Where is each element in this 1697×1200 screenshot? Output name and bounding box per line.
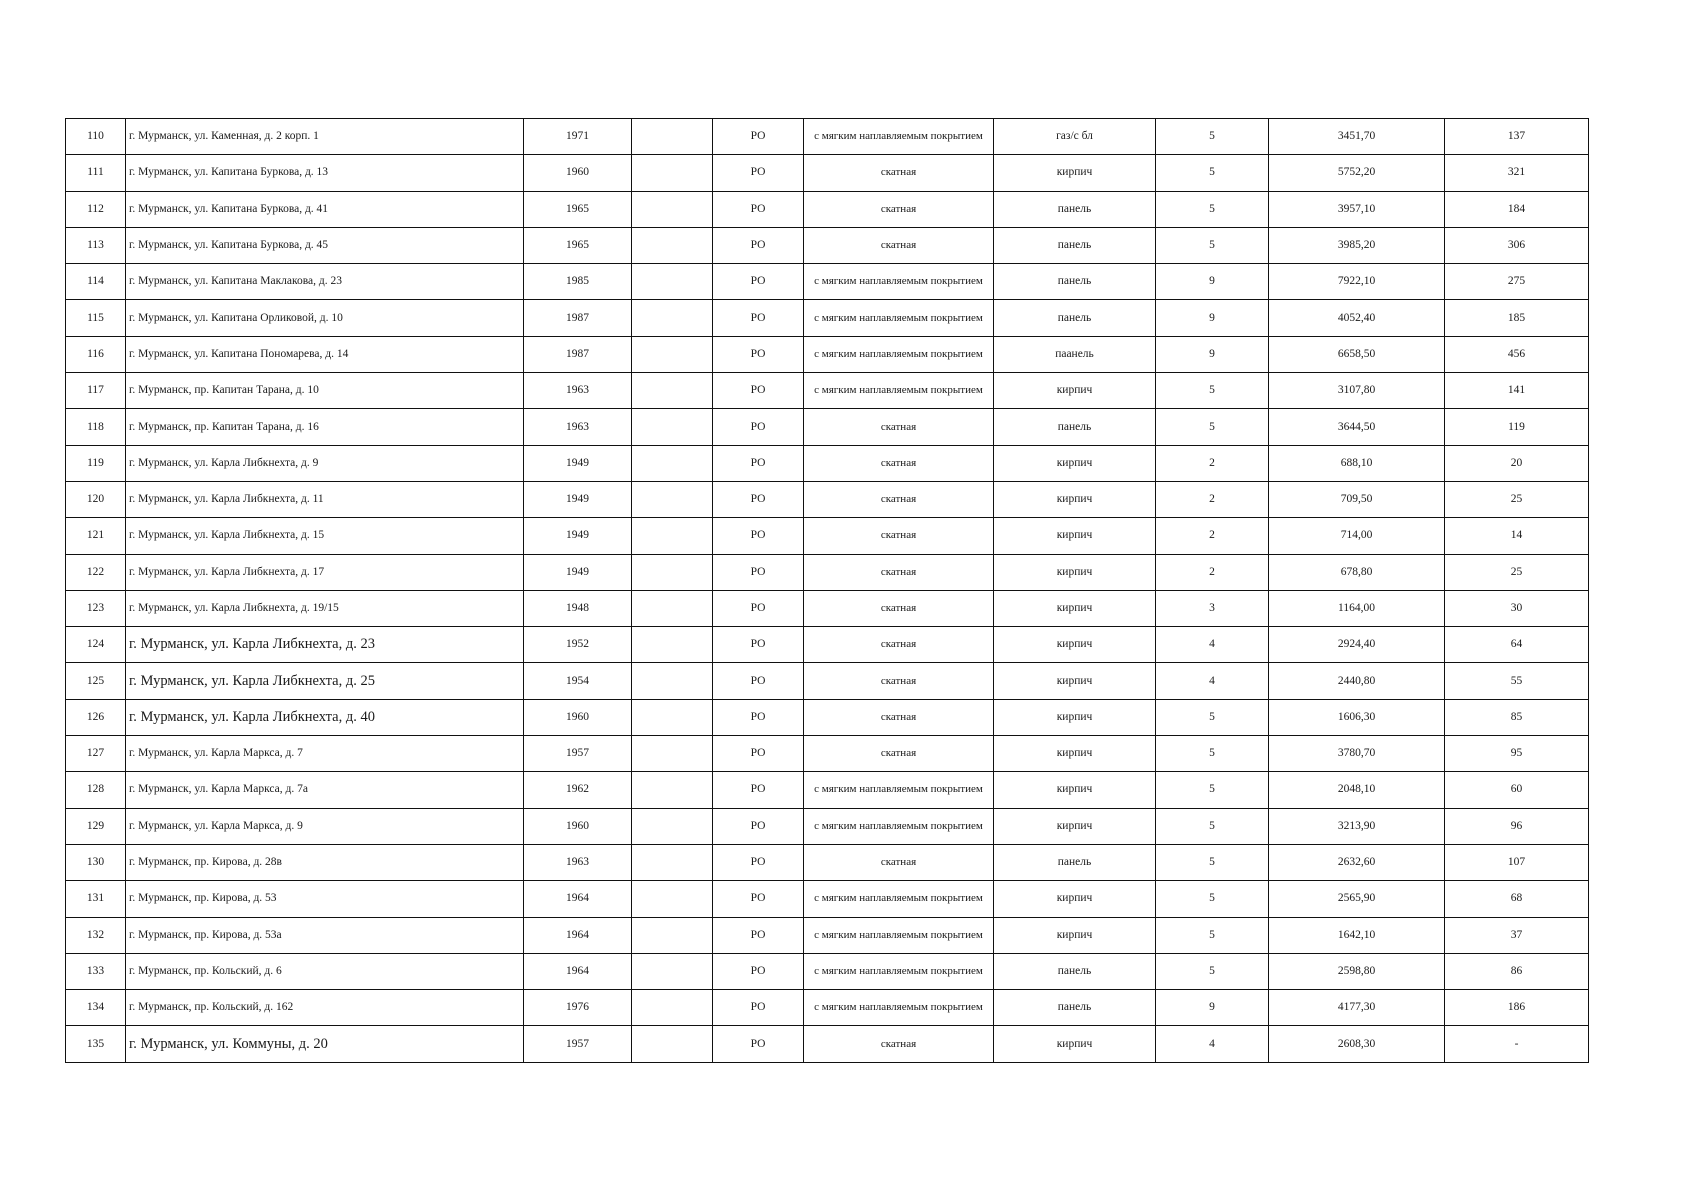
table-row <box>66 808 1589 844</box>
program-cell: РО <box>713 155 804 191</box>
blank-cell <box>632 1026 713 1062</box>
address-cell: г. Мурманск, ул. Карла Маркса, д. 7 <box>126 736 524 772</box>
program-cell: РО <box>713 518 804 554</box>
program-cell: РО <box>713 554 804 590</box>
year-built-cell: 1965 <box>524 227 632 263</box>
residents-cell: 30 <box>1445 590 1589 626</box>
residents-cell: 456 <box>1445 336 1589 372</box>
wall-material-cell: кирпич <box>994 481 1156 517</box>
blank-cell <box>632 736 713 772</box>
roof-type-cell: с мягким наплавляемым покрытием <box>804 336 994 372</box>
area-cell: 678,80 <box>1269 554 1445 590</box>
program-cell: РО <box>713 953 804 989</box>
year-built-cell: 1948 <box>524 590 632 626</box>
address-cell: г. Мурманск, пр. Кирова, д. 53а <box>126 917 524 953</box>
area-cell: 1164,00 <box>1269 590 1445 626</box>
year-built-cell: 1964 <box>524 917 632 953</box>
program-cell: РО <box>713 663 804 699</box>
roof-type-cell: с мягким наплавляемым покрытием <box>804 953 994 989</box>
residents-cell: 306 <box>1445 227 1589 263</box>
program-cell: РО <box>713 627 804 663</box>
wall-material-cell: панель <box>994 844 1156 880</box>
floors-cell: 9 <box>1156 336 1269 372</box>
blank-cell <box>632 990 713 1026</box>
roof-type-cell: с мягким наплавляемым покрытием <box>804 373 994 409</box>
table-row <box>66 119 1589 155</box>
area-cell: 7922,10 <box>1269 264 1445 300</box>
wall-material-cell: панель <box>994 300 1156 336</box>
address-cell: г. Мурманск, ул. Капитана Пономарева, д. 14 <box>126 336 524 372</box>
table-body <box>66 119 1589 1063</box>
residents-cell: 55 <box>1445 663 1589 699</box>
blank-cell <box>632 155 713 191</box>
floors-cell: 2 <box>1156 445 1269 481</box>
floors-cell: 5 <box>1156 119 1269 155</box>
table-row <box>66 1026 1589 1062</box>
floors-cell: 2 <box>1156 518 1269 554</box>
roof-type-cell: скатная <box>804 663 994 699</box>
residents-cell: 185 <box>1445 300 1589 336</box>
residents-cell: 60 <box>1445 772 1589 808</box>
row-number-cell: 123 <box>66 590 126 626</box>
table-row <box>66 155 1589 191</box>
roof-type-cell: с мягким наплавляемым покрытием <box>804 300 994 336</box>
row-number-cell: 122 <box>66 554 126 590</box>
table-row <box>66 990 1589 1026</box>
year-built-cell: 1949 <box>524 445 632 481</box>
address-cell: г. Мурманск, ул. Капитана Буркова, д. 45 <box>126 227 524 263</box>
wall-material-cell: кирпич <box>994 373 1156 409</box>
floors-cell: 5 <box>1156 772 1269 808</box>
roof-type-cell: скатная <box>804 590 994 626</box>
floors-cell: 3 <box>1156 590 1269 626</box>
program-cell: РО <box>713 1026 804 1062</box>
program-cell: РО <box>713 844 804 880</box>
program-cell: РО <box>713 881 804 917</box>
residents-cell: 184 <box>1445 191 1589 227</box>
table-row <box>66 844 1589 880</box>
address-cell: г. Мурманск, пр. Кирова, д. 28в <box>126 844 524 880</box>
year-built-cell: 1963 <box>524 409 632 445</box>
table-row <box>66 917 1589 953</box>
program-cell: РО <box>713 409 804 445</box>
address-cell: г. Мурманск, ул. Капитана Маклакова, д. 23 <box>126 264 524 300</box>
table-row <box>66 445 1589 481</box>
row-number-cell: 116 <box>66 336 126 372</box>
roof-type-cell: скатная <box>804 736 994 772</box>
area-cell: 6658,50 <box>1269 336 1445 372</box>
area-cell: 2632,60 <box>1269 844 1445 880</box>
blank-cell <box>632 445 713 481</box>
area-cell: 3780,70 <box>1269 736 1445 772</box>
row-number-cell: 112 <box>66 191 126 227</box>
area-cell: 3644,50 <box>1269 409 1445 445</box>
wall-material-cell: кирпич <box>994 663 1156 699</box>
table-row <box>66 518 1589 554</box>
wall-material-cell: кирпич <box>994 590 1156 626</box>
area-cell: 3213,90 <box>1269 808 1445 844</box>
residents-cell: 275 <box>1445 264 1589 300</box>
residents-cell: 141 <box>1445 373 1589 409</box>
roof-type-cell: скатная <box>804 409 994 445</box>
wall-material-cell: кирпич <box>994 554 1156 590</box>
floors-cell: 5 <box>1156 699 1269 735</box>
program-cell: РО <box>713 264 804 300</box>
blank-cell <box>632 373 713 409</box>
housing-register-table <box>65 118 1589 1063</box>
roof-type-cell: с мягким наплавляемым покрытием <box>804 808 994 844</box>
area-cell: 1642,10 <box>1269 917 1445 953</box>
row-number-cell: 114 <box>66 264 126 300</box>
wall-material-cell: кирпич <box>994 627 1156 663</box>
area-cell: 2608,30 <box>1269 1026 1445 1062</box>
area-cell: 709,50 <box>1269 481 1445 517</box>
blank-cell <box>632 699 713 735</box>
wall-material-cell: кирпич <box>994 1026 1156 1062</box>
table-row <box>66 373 1589 409</box>
address-cell: г. Мурманск, пр. Кольский, д. 162 <box>126 990 524 1026</box>
residents-cell: 107 <box>1445 844 1589 880</box>
table-row <box>66 481 1589 517</box>
year-built-cell: 1963 <box>524 844 632 880</box>
year-built-cell: 1949 <box>524 481 632 517</box>
row-number-cell: 135 <box>66 1026 126 1062</box>
floors-cell: 5 <box>1156 191 1269 227</box>
address-cell: г. Мурманск, ул. Карла Либкнехта, д. 9 <box>126 445 524 481</box>
blank-cell <box>632 627 713 663</box>
floors-cell: 4 <box>1156 627 1269 663</box>
table-row <box>66 627 1589 663</box>
residents-cell: 96 <box>1445 808 1589 844</box>
floors-cell: 5 <box>1156 844 1269 880</box>
residents-cell: 321 <box>1445 155 1589 191</box>
program-cell: РО <box>713 736 804 772</box>
floors-cell: 5 <box>1156 736 1269 772</box>
area-cell: 3985,20 <box>1269 227 1445 263</box>
wall-material-cell: кирпич <box>994 518 1156 554</box>
floors-cell: 9 <box>1156 264 1269 300</box>
wall-material-cell: панель <box>994 227 1156 263</box>
floors-cell: 5 <box>1156 917 1269 953</box>
area-cell: 3957,10 <box>1269 191 1445 227</box>
wall-material-cell: панель <box>994 191 1156 227</box>
row-number-cell: 124 <box>66 627 126 663</box>
table-row <box>66 336 1589 372</box>
year-built-cell: 1957 <box>524 1026 632 1062</box>
address-cell: г. Мурманск, пр. Капитан Тарана, д. 10 <box>126 373 524 409</box>
year-built-cell: 1985 <box>524 264 632 300</box>
year-built-cell: 1964 <box>524 881 632 917</box>
row-number-cell: 121 <box>66 518 126 554</box>
floors-cell: 5 <box>1156 881 1269 917</box>
year-built-cell: 1987 <box>524 336 632 372</box>
wall-material-cell: панель <box>994 264 1156 300</box>
area-cell: 2924,40 <box>1269 627 1445 663</box>
address-cell: г. Мурманск, пр. Кирова, д. 53 <box>126 881 524 917</box>
residents-cell: 64 <box>1445 627 1589 663</box>
blank-cell <box>632 881 713 917</box>
area-cell: 1606,30 <box>1269 699 1445 735</box>
floors-cell: 5 <box>1156 808 1269 844</box>
residents-cell: 37 <box>1445 917 1589 953</box>
program-cell: РО <box>713 699 804 735</box>
residents-cell: 20 <box>1445 445 1589 481</box>
address-cell: г. Мурманск, ул. Капитана Буркова, д. 13 <box>126 155 524 191</box>
row-number-cell: 134 <box>66 990 126 1026</box>
area-cell: 3451,70 <box>1269 119 1445 155</box>
table-row <box>66 554 1589 590</box>
wall-material-cell: кирпич <box>994 772 1156 808</box>
wall-material-cell: кирпич <box>994 881 1156 917</box>
program-cell: РО <box>713 119 804 155</box>
roof-type-cell: скатная <box>804 518 994 554</box>
blank-cell <box>632 590 713 626</box>
area-cell: 5752,20 <box>1269 155 1445 191</box>
row-number-cell: 113 <box>66 227 126 263</box>
row-number-cell: 127 <box>66 736 126 772</box>
program-cell: РО <box>713 481 804 517</box>
program-cell: РО <box>713 336 804 372</box>
year-built-cell: 1965 <box>524 191 632 227</box>
roof-type-cell: скатная <box>804 1026 994 1062</box>
area-cell: 2565,90 <box>1269 881 1445 917</box>
residents-cell: 85 <box>1445 699 1589 735</box>
roof-type-cell: скатная <box>804 227 994 263</box>
address-cell: г. Мурманск, ул. Карла Либкнехта, д. 25 <box>126 663 524 699</box>
floors-cell: 2 <box>1156 554 1269 590</box>
program-cell: РО <box>713 227 804 263</box>
row-number-cell: 125 <box>66 663 126 699</box>
area-cell: 3107,80 <box>1269 373 1445 409</box>
year-built-cell: 1952 <box>524 627 632 663</box>
roof-type-cell: скатная <box>804 191 994 227</box>
program-cell: РО <box>713 990 804 1026</box>
roof-type-cell: скатная <box>804 554 994 590</box>
residents-cell: - <box>1445 1026 1589 1062</box>
row-number-cell: 117 <box>66 373 126 409</box>
address-cell: г. Мурманск, ул. Карла Маркса, д. 9 <box>126 808 524 844</box>
residents-cell: 25 <box>1445 554 1589 590</box>
residents-cell: 86 <box>1445 953 1589 989</box>
wall-material-cell: газ/с бл <box>994 119 1156 155</box>
row-number-cell: 130 <box>66 844 126 880</box>
year-built-cell: 1987 <box>524 300 632 336</box>
area-cell: 4177,30 <box>1269 990 1445 1026</box>
address-cell: г. Мурманск, ул. Карла Либкнехта, д. 23 <box>126 627 524 663</box>
wall-material-cell: кирпич <box>994 699 1156 735</box>
floors-cell: 9 <box>1156 300 1269 336</box>
address-cell: г. Мурманск, ул. Карла Либкнехта, д. 15 <box>126 518 524 554</box>
row-number-cell: 111 <box>66 155 126 191</box>
area-cell: 2440,80 <box>1269 663 1445 699</box>
table-row <box>66 663 1589 699</box>
floors-cell: 5 <box>1156 227 1269 263</box>
roof-type-cell: с мягким наплавляемым покрытием <box>804 881 994 917</box>
wall-material-cell: кирпич <box>994 917 1156 953</box>
address-cell: г. Мурманск, ул. Каменная, д. 2 корп. 1 <box>126 119 524 155</box>
roof-type-cell: скатная <box>804 155 994 191</box>
blank-cell <box>632 808 713 844</box>
roof-type-cell: скатная <box>804 699 994 735</box>
residents-cell: 14 <box>1445 518 1589 554</box>
row-number-cell: 133 <box>66 953 126 989</box>
address-cell: г. Мурманск, ул. Карла Либкнехта, д. 11 <box>126 481 524 517</box>
floors-cell: 5 <box>1156 373 1269 409</box>
year-built-cell: 1957 <box>524 736 632 772</box>
address-cell: г. Мурманск, пр. Кольский, д. 6 <box>126 953 524 989</box>
program-cell: РО <box>713 917 804 953</box>
year-built-cell: 1960 <box>524 808 632 844</box>
residents-cell: 137 <box>1445 119 1589 155</box>
row-number-cell: 126 <box>66 699 126 735</box>
area-cell: 2048,10 <box>1269 772 1445 808</box>
program-cell: РО <box>713 772 804 808</box>
year-built-cell: 1964 <box>524 953 632 989</box>
program-cell: РО <box>713 808 804 844</box>
blank-cell <box>632 917 713 953</box>
row-number-cell: 132 <box>66 917 126 953</box>
blank-cell <box>632 554 713 590</box>
blank-cell <box>632 481 713 517</box>
blank-cell <box>632 953 713 989</box>
blank-cell <box>632 772 713 808</box>
address-cell: г. Мурманск, ул. Коммуны, д. 20 <box>126 1026 524 1062</box>
row-number-cell: 131 <box>66 881 126 917</box>
roof-type-cell: скатная <box>804 627 994 663</box>
row-number-cell: 129 <box>66 808 126 844</box>
floors-cell: 4 <box>1156 663 1269 699</box>
wall-material-cell: панель <box>994 409 1156 445</box>
residents-cell: 119 <box>1445 409 1589 445</box>
area-cell: 2598,80 <box>1269 953 1445 989</box>
address-cell: г. Мурманск, ул. Капитана Буркова, д. 41 <box>126 191 524 227</box>
roof-type-cell: с мягким наплавляемым покрытием <box>804 990 994 1026</box>
wall-material-cell: кирпич <box>994 155 1156 191</box>
table-row <box>66 699 1589 735</box>
blank-cell <box>632 227 713 263</box>
floors-cell: 9 <box>1156 990 1269 1026</box>
year-built-cell: 1960 <box>524 699 632 735</box>
roof-type-cell: скатная <box>804 844 994 880</box>
table-row <box>66 227 1589 263</box>
address-cell: г. Мурманск, пр. Капитан Тарана, д. 16 <box>126 409 524 445</box>
blank-cell <box>632 191 713 227</box>
year-built-cell: 1954 <box>524 663 632 699</box>
blank-cell <box>632 663 713 699</box>
table-row <box>66 772 1589 808</box>
floors-cell: 5 <box>1156 155 1269 191</box>
blank-cell <box>632 409 713 445</box>
row-number-cell: 128 <box>66 772 126 808</box>
row-number-cell: 120 <box>66 481 126 517</box>
table-row <box>66 881 1589 917</box>
residents-cell: 186 <box>1445 990 1589 1026</box>
year-built-cell: 1962 <box>524 772 632 808</box>
roof-type-cell: скатная <box>804 445 994 481</box>
residents-cell: 68 <box>1445 881 1589 917</box>
blank-cell <box>632 518 713 554</box>
wall-material-cell: кирпич <box>994 445 1156 481</box>
year-built-cell: 1960 <box>524 155 632 191</box>
program-cell: РО <box>713 590 804 626</box>
row-number-cell: 110 <box>66 119 126 155</box>
address-cell: г. Мурманск, ул. Карла Либкнехта, д. 40 <box>126 699 524 735</box>
table-row <box>66 300 1589 336</box>
floors-cell: 5 <box>1156 953 1269 989</box>
row-number-cell: 115 <box>66 300 126 336</box>
address-cell: г. Мурманск, ул. Карла Маркса, д. 7а <box>126 772 524 808</box>
program-cell: РО <box>713 445 804 481</box>
year-built-cell: 1963 <box>524 373 632 409</box>
roof-type-cell: с мягким наплавляемым покрытием <box>804 264 994 300</box>
blank-cell <box>632 844 713 880</box>
year-built-cell: 1971 <box>524 119 632 155</box>
blank-cell <box>632 264 713 300</box>
wall-material-cell: кирпич <box>994 808 1156 844</box>
wall-material-cell: паанель <box>994 336 1156 372</box>
blank-cell <box>632 119 713 155</box>
area-cell: 714,00 <box>1269 518 1445 554</box>
program-cell: РО <box>713 373 804 409</box>
wall-material-cell: панель <box>994 953 1156 989</box>
roof-type-cell: с мягким наплавляемым покрытием <box>804 917 994 953</box>
floors-cell: 4 <box>1156 1026 1269 1062</box>
table-row <box>66 953 1589 989</box>
program-cell: РО <box>713 300 804 336</box>
floors-cell: 5 <box>1156 409 1269 445</box>
year-built-cell: 1949 <box>524 518 632 554</box>
area-cell: 4052,40 <box>1269 300 1445 336</box>
row-number-cell: 118 <box>66 409 126 445</box>
roof-type-cell: скатная <box>804 481 994 517</box>
table-row <box>66 409 1589 445</box>
table-row <box>66 191 1589 227</box>
blank-cell <box>632 336 713 372</box>
residents-cell: 25 <box>1445 481 1589 517</box>
blank-cell <box>632 300 713 336</box>
wall-material-cell: кирпич <box>994 736 1156 772</box>
residents-cell: 95 <box>1445 736 1589 772</box>
address-cell: г. Мурманск, ул. Капитана Орликовой, д. 10 <box>126 300 524 336</box>
address-cell: г. Мурманск, ул. Карла Либкнехта, д. 17 <box>126 554 524 590</box>
floors-cell: 2 <box>1156 481 1269 517</box>
table-row <box>66 264 1589 300</box>
area-cell: 688,10 <box>1269 445 1445 481</box>
roof-type-cell: с мягким наплавляемым покрытием <box>804 772 994 808</box>
table-row <box>66 736 1589 772</box>
table-row <box>66 590 1589 626</box>
year-built-cell: 1976 <box>524 990 632 1026</box>
address-cell: г. Мурманск, ул. Карла Либкнехта, д. 19/15 <box>126 590 524 626</box>
year-built-cell: 1949 <box>524 554 632 590</box>
wall-material-cell: панель <box>994 990 1156 1026</box>
row-number-cell: 119 <box>66 445 126 481</box>
roof-type-cell: с мягким наплавляемым покрытием <box>804 119 994 155</box>
program-cell: РО <box>713 191 804 227</box>
